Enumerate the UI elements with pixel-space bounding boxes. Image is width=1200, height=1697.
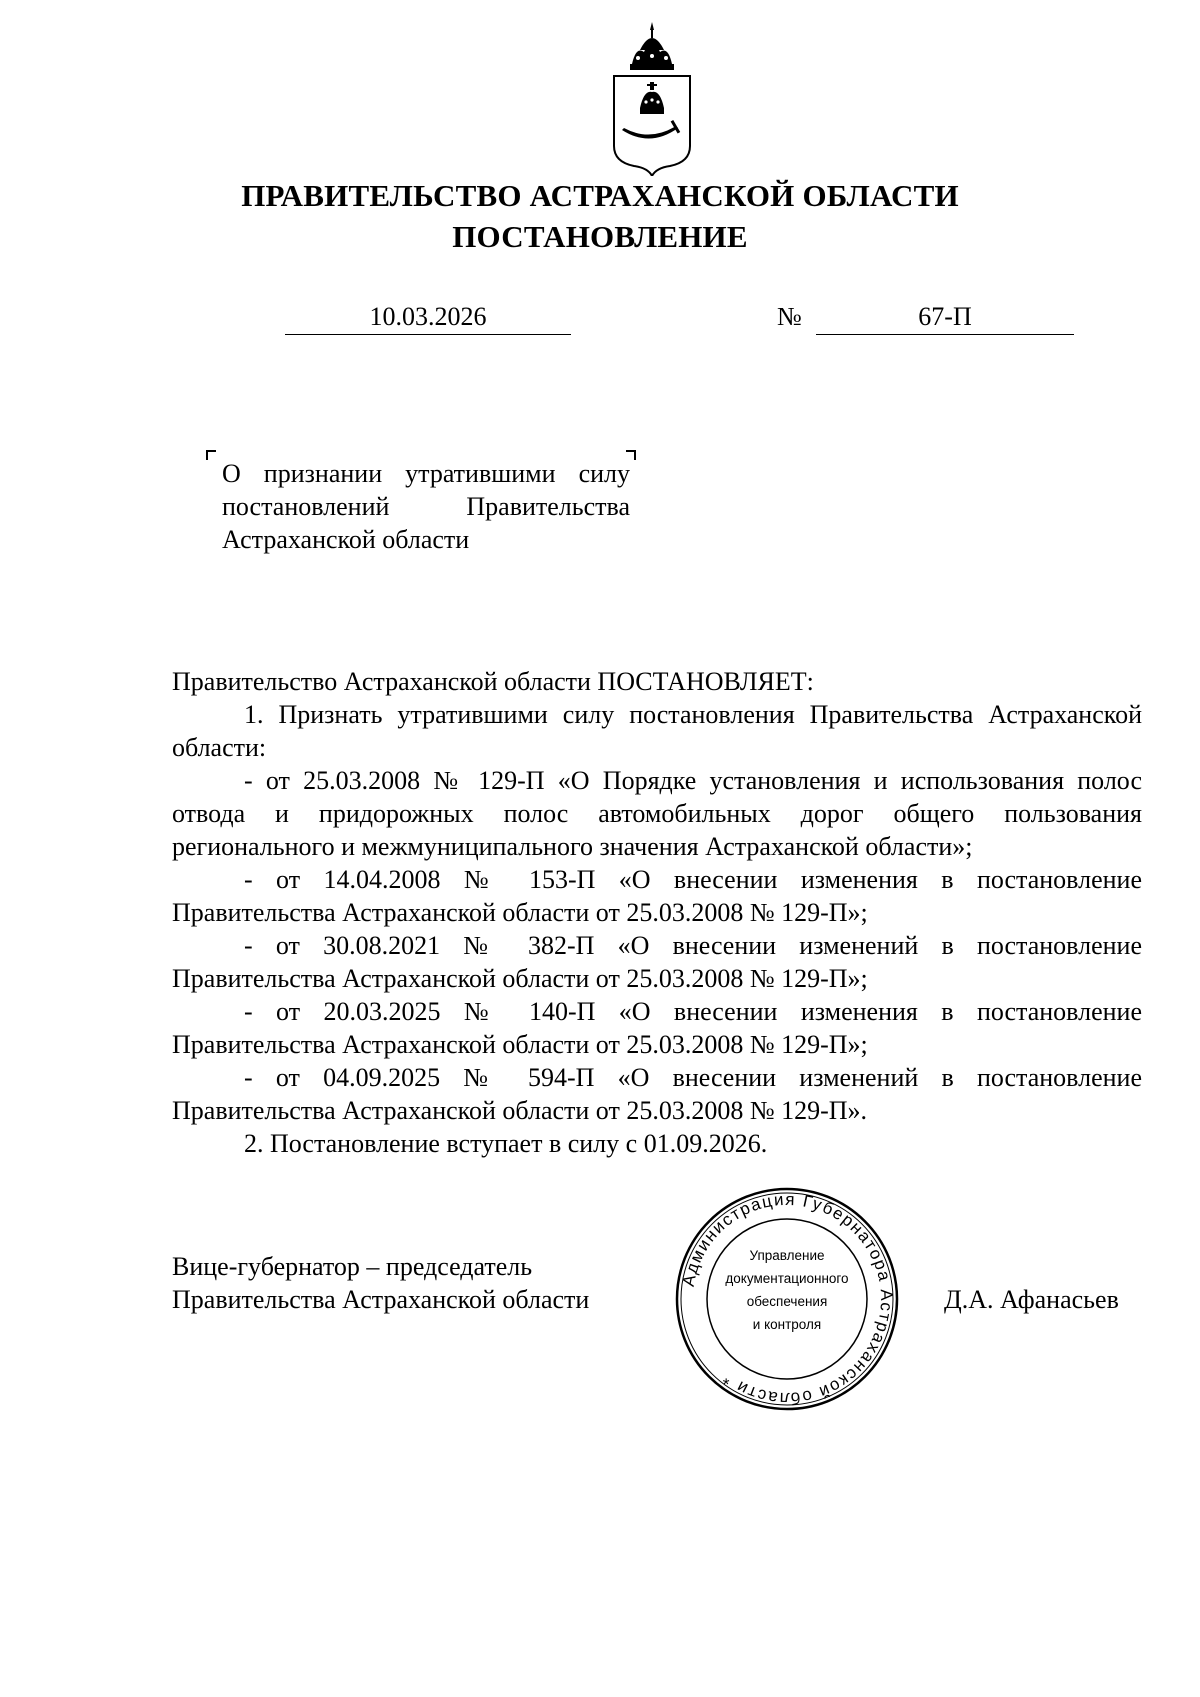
signatory-position-line-1: Вице-губернатор – председатель [172,1252,533,1281]
stamp-ring-text: Администрация Губернатора Астраханской области * [678,1189,897,1409]
body-intro: Правительство Астраханской области ПОСТАНОВЛЯЕТ: [172,667,814,696]
stamp-inner-line: обеспечения [746,1294,828,1309]
subject-bracket-left [206,450,216,460]
stamp-inner-line: и контроля [752,1317,822,1332]
signatory-position [172,1250,589,1316]
stamp-inner-line: Управление [749,1248,825,1263]
document-type: ПОСТАНОВЛЕНИЕ [452,219,748,254]
stamp-inner-line: документационного [725,1271,849,1286]
coat-of-arms-icon [610,20,694,176]
number-label: № [777,302,802,331]
organization-title: ПРАВИТЕЛЬСТВО АСТРАХАНСКОЙ ОБЛАСТИ [241,178,959,213]
body-subitem: - от 20.03.2025 № 140-П «О внесении изменения в постановление Правительства Астраханской области от 25.03.2008 № 129-П»; [172,997,1142,1059]
document-date: 10.03.2026 [285,300,571,335]
body-item-2: 2. Постановление вступает в силу с 01.09.2026. [244,1129,768,1158]
signatory-position-line-2: Правительства Астраханской области [172,1285,590,1314]
body-item-1: 1. Признать утратившими силу постановления Правительства Астраханской области: [172,700,1142,762]
stamp-inner-text [707,1244,867,1336]
body-subitem: - от 14.04.2008 № 153-П «О внесении изменения в постановление Правительства Астраханской области от 25.03.2008 № 129-П»; [172,865,1142,927]
official-stamp [674,1186,900,1412]
document-number: 67-П [816,300,1074,335]
body-subitem: - от 04.09.2025 № 594-П «О внесении изменений в постановление Правительства Астраханской области от 25.03.2008 № 129-П». [172,1063,1142,1125]
body-subitem: - от 30.08.2021 № 382-П «О внесении изменений в постановление Правительства Астраханской области от 25.03.2008 № 129-П»; [172,931,1142,993]
body-subitem: - от 25.03.2008 № 129-П «О Порядке установления и использования полос отвода и придорожных полос автомобильных дорог общего пользования регионального и межмуниципального значения Астраханской области»; [172,766,1142,861]
signatory-name: Д.А. Афанасьев [944,1285,1119,1314]
document-subject: О признании утратившими силу постановлений Правительства Астраханской области [222,459,630,554]
document-body [172,665,1142,1160]
